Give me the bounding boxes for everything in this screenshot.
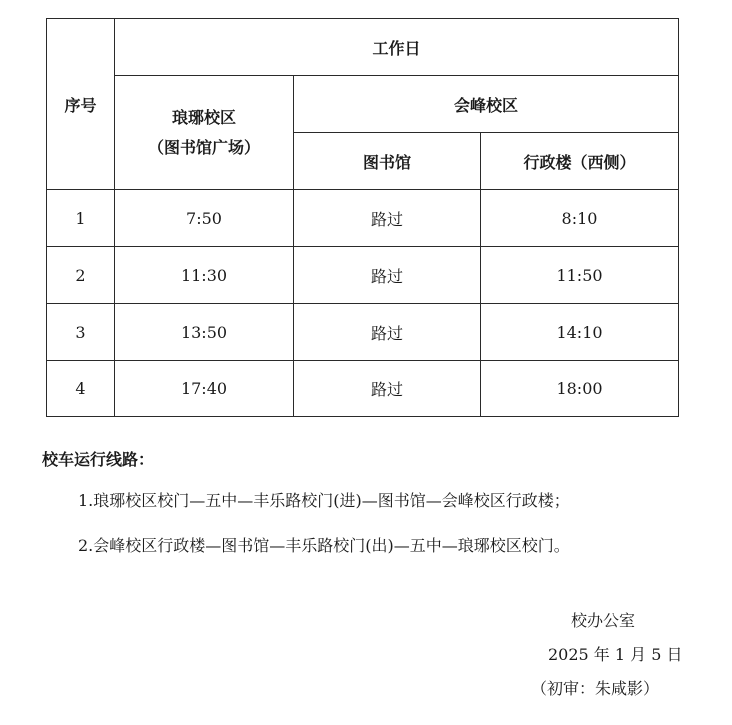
route-item-1: 1.琅琊校区校门—五中—丰乐路校门(进)—图书馆—会峰校区行政楼； — [78, 491, 570, 510]
cell-langya-time: 13:50 — [115, 304, 294, 361]
cell-library: 路过 — [294, 190, 481, 247]
signature-reviewer: （初审：朱咸影） — [531, 679, 660, 698]
header-workday: 工作日 — [115, 19, 679, 76]
header-seq: 序号 — [47, 19, 115, 190]
cell-langya-time: 17:40 — [115, 361, 294, 417]
header-library: 图书馆 — [294, 133, 481, 190]
table-row — [47, 190, 679, 247]
header-langya — [115, 76, 294, 190]
cell-admin-time: 18:00 — [481, 361, 679, 417]
header-admin-building: 行政楼（西侧） — [481, 133, 679, 190]
cell-langya-time: 11:30 — [115, 247, 294, 304]
header-huifeng: 会峰校区 — [294, 76, 679, 133]
table-row — [47, 304, 679, 361]
cell-library: 路过 — [294, 247, 481, 304]
cell-seq: 4 — [47, 361, 115, 417]
cell-library: 路过 — [294, 304, 481, 361]
signature-office: 校办公室 — [571, 611, 636, 630]
header-langya-sub: （图书馆广场） — [147, 137, 260, 157]
table-row — [47, 361, 679, 417]
cell-library: 路过 — [294, 361, 481, 417]
table-row — [47, 247, 679, 304]
bus-schedule-table — [46, 18, 679, 417]
cell-admin-time: 11:50 — [481, 247, 679, 304]
cell-admin-time: 14:10 — [481, 304, 679, 361]
route-section-title: 校车运行线路： — [42, 450, 155, 469]
cell-seq: 2 — [47, 247, 115, 304]
cell-langya-time: 7:50 — [115, 190, 294, 247]
cell-seq: 1 — [47, 190, 115, 247]
header-langya-name: 琅琊校区 — [171, 107, 236, 127]
route-item-2: 2.会峰校区行政楼—图书馆—丰乐路校门(出)—五中—琅琊校区校门。 — [78, 536, 570, 555]
signature-date: 2025 年 1 月 5 日 — [548, 645, 683, 664]
cell-admin-time: 8:10 — [481, 190, 679, 247]
cell-seq: 3 — [47, 304, 115, 361]
